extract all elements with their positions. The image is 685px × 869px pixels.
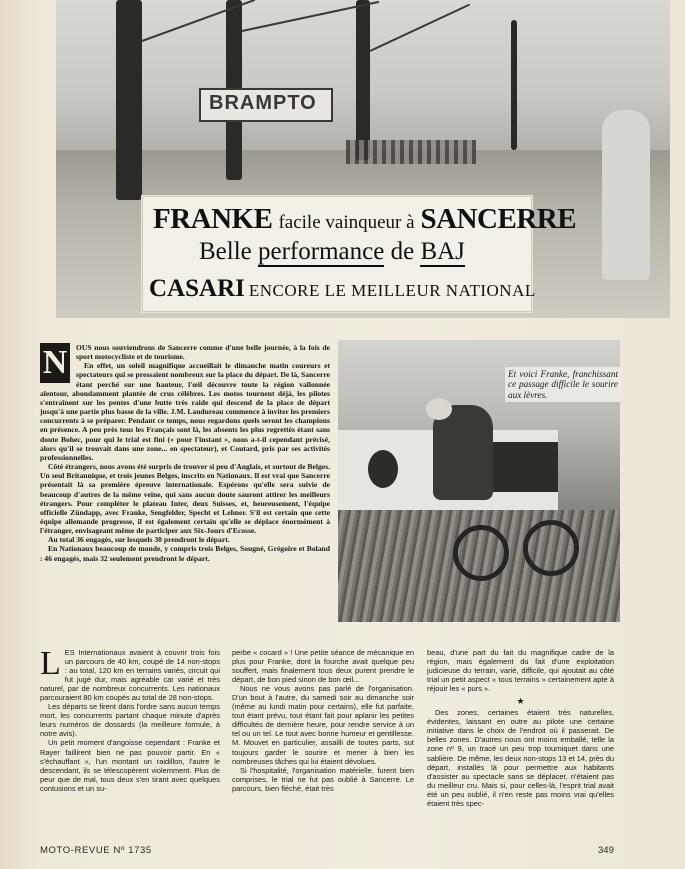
headline-box (142, 196, 577, 312)
photo-spectator (602, 110, 650, 280)
photo-banner (199, 88, 333, 122)
headline-casari: CASARI (149, 275, 245, 302)
headline-national: ENCORE LE MEILLEUR NATIONAL (248, 281, 536, 300)
headline-belle: Belle (199, 238, 252, 265)
photo-caption: Et voici Franke, franchissant ce passage difficile le sourire aux lèvres. (505, 367, 621, 402)
footer-magazine: MOTO-REVUE Nº 1735 (40, 845, 152, 856)
intro-paragraph-2: En effet, un soleil magnifique accueillait le dimanche matin coureurs et spectateurs qui se pressaient nombreux sur la place du départ. De là, Sancerre étant perché sur une hauteur, l'œil découvre toute la région vallonnée alentour, abondamment plantée de crus célèbres. Les motos tournent déjà, les pilotes s'entraînent sur les pentes d'une butte très raide qui descend de la place de départ jusqu'à une partie plus basse de la ville. J.M. Landureau commence à inviter les premiers concurrents à se préparer. Pendant ce temps, nous regardons quels seront les champions en présence. A peu près tous les Français sont là, les absents les plus regrettés étant sans doute Bohec, pour qui le trial est fini (« pour l'instant », nous a-t-il cependant précisé, alors qu'il se trouvait dans une zone... en spectateur), et Coutard, pris par ses activités professionnelles. (40, 361, 330, 462)
intro-text (40, 343, 330, 563)
photo-crowd (346, 140, 476, 164)
intro-paragraph-3: Côté étrangers, nous avons été surpris de trouver si peu d'Anglais, et surtout de Belges. Un seul Britannique, et trois jeunes Belges, inscrits en Nationaux. Il est vrai que Sancerre présentait là sa première épreuve internationale. Espérons qu'elle sera suivie de beaucoup d'autres de la même veine, qui sans aucun doute sauront attirer les meilleurs étrangers. Pour compléter le plateau Inter, deux Suisses, et, heureusement, l'équipe officielle Zündapp, avec Franke, Sengfelder, Specht et Lehner. S'il est certain que cette équipe allemande progresse, il est également certain qu'elle se déplace énormément à l'étranger, envisageant même de participer aux Six-Jours d'Ecosse. (40, 462, 330, 536)
photo-tree (356, 0, 370, 160)
headline-franke: FRANKE (153, 203, 273, 235)
photo-wheel-rear (453, 525, 509, 581)
intro-dropcap: N (40, 343, 70, 383)
section-star-icon: ★ (516, 696, 525, 707)
headline-line-3 (149, 275, 536, 303)
sign-dark-block (368, 450, 398, 488)
col2-paragraph-2: Nous ne vous avons pas parlé de l'organisation. D'un bout à l'autre, du samedi soir au dimanche soir (même au lundi matin pour certains), elle fut parfaite, tout étant prévu, tout étant fait pour aplanir les petites difficultés de dernière heure, pour rendre service à un tel ou un tel. Le tout avec bonne humeur et gentillesse. M. Mouvet en particulier, assailli de toutes parts, sut toujours garder le sourire et mener à bien les nombreuses tâches qui lui étaient dévolues. (232, 684, 414, 766)
intro-paragraph-4: Au total 36 engagés, sur lesquels 30 prendront le départ. (48, 535, 230, 545)
intro-p1-text: OUS nous souviendrons de Sancerre comme d'une belle journée, à la fois de sport motocycliste et de tourisme. (76, 343, 330, 362)
col1-paragraph-3: Un petit moment d'angoisse cependant : Franke et Rayer faillirent bien ne pas pouvoir partir. En « s'échauffant », l'un montant un raidillon, l'autre le descendant, ils se télescopèrent violemment. Plus de peur que de mal, tous deux s'en tirant avec quelques contusions et un su- (40, 738, 220, 793)
col1-p1-text: ES Internationaux avaient à couvrir trois fois un parcours de 40 km, coupé de 14 non-stops : au total, 120 km en terrains variés, circuit qui fut jugé dur, mais agréable car varié et très naturel, par de nombreux concurrents. Les nationaux parcouraient 80 km coupés au total de 28 non-stops. (40, 648, 220, 703)
page-number: 349 (598, 845, 614, 856)
headline-sancerre: SANCERRE (420, 203, 577, 235)
col3-paragraph-1: beau, d'une part du fait du magnifique cadre de la région, mais également du fait d'une exploitation judicieuse du terrain, varié, difficile, qui ajoutait au côté trial un petit aspect « tous terrains » certainement apte à réjouir les « purs ». (427, 648, 614, 694)
column-3 (427, 648, 614, 808)
col3-paragraph-2: Des zones, certaines étaient très naturelles, évidentes, laissant en outre au pilote une certaine initiative dans le choix de l'endroit où il passerait. De belles zones. D'autres nous ont moins emballé, telle la zone nº 9, un tracé un peu trop tourniquet dans une sablière. De même, les deux non-stops 13 et 14, près du départ, installés là pour permettre aux habitants d'assister au spectacle sans se déplacer, n'étaient pas du meilleur cru. Mais si, pour celles-là, l'esprit trial avait été un peu oublié, il n'en reste pas moins vrai qu'elles étaient très spec- (427, 708, 614, 808)
col1-paragraph-2: Les départs se firent dans l'ordre sans aucun temps mort, les concurrents partant chaque minute d'après leurs numéros de dossards (la meilleure formule, à notre avis). (40, 702, 220, 739)
headline-facile: facile vainqueur à (278, 212, 415, 233)
headline-line-1 (153, 203, 576, 236)
photo-tree (116, 0, 142, 200)
col2-paragraph-3: Si l'hospitalité, l'organisation matérielle, furent bien comprises, le trial ne fut pas oublié à Sancerre. Le parcours, bien fléché, était très (232, 765, 414, 793)
column-2 (232, 648, 414, 793)
headline-performance: performance (258, 238, 385, 265)
col2-paragraph-1: perbe « cocard » ! Une petite séance de mécanique en plus pour Franke, dont la fourche avait quelque peu souffert, mais finalement tous deux purent prendre le départ, de bon pied sinon de bon œil... (232, 648, 414, 685)
photo-branch (370, 4, 471, 52)
intro-paragraph-1 (40, 343, 330, 381)
column-1 (40, 645, 220, 793)
headline-line-2 (199, 238, 465, 266)
intro-paragraph-5: En Nationaux beaucoup de monde, y compris trois Belges, Sougné, Grégoire et Boland : 46 engagés, mais 32 seulement prendront le départ. (40, 544, 330, 563)
photo-wheel-front (523, 520, 579, 576)
headline-baj: BAJ (420, 238, 465, 265)
col1-paragraph-1 (40, 645, 220, 703)
col1-dropcap: L (40, 645, 61, 682)
photo-rider-head (426, 398, 452, 420)
photo-tree (511, 20, 517, 150)
photo-banner-text: BRAMPTO (209, 92, 317, 114)
headline-de: de (390, 238, 415, 265)
